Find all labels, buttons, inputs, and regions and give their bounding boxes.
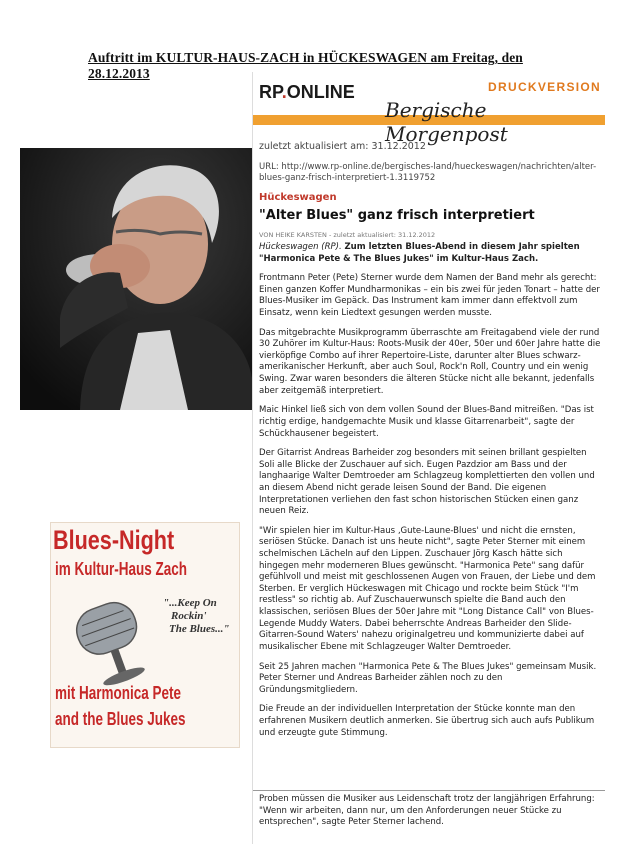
article-body <box>259 242 601 747</box>
article-title: "Alter Blues" ganz frisch interpretiert <box>259 208 535 223</box>
paper-name: Bergische Morgenpost <box>385 98 508 146</box>
byline: VON HEIKE KARSTEN - zuletzt aktualisiert: 31.12.2012 <box>259 231 436 239</box>
event-poster <box>50 522 240 748</box>
paragraph: Der Gitarrist Andreas Barheider zog besonders mit seinen brillant gespielten Soli alle Blicke der Zuschauer auf sich. Eugen Pazdzior am Bass und der langhaarige Walter Demtroeder am Schlagzeug komplettierten den vollen und an diesem Abend nicht gerade leisen Sound der Band. Die eigenen Interpretationen verliehen den fast schon historischen Stücken einen ganz neuen Reiz. <box>259 448 595 517</box>
poster-band-line1: mit Harmonica Pete <box>55 683 182 703</box>
paragraph: Frontmann Peter (Pete) Sterner wurde dem Namen der Band mehr als gerecht: Einen ganzen Koffer Mundharmonikas – ein bis zwei für jeden Tonart – hatte der Blues-Musiker im Gepäck. Das Instrument kam immer dann effektvoll zum Einsatz, wenn kein Liedtext gesungen werden musste. <box>259 273 600 319</box>
performer-photo-graphic <box>20 148 252 410</box>
poster-venue: im Kultur-Haus Zach <box>55 559 188 579</box>
closing-paragraph: Proben müssen die Musiker aus Leidenschaft trotz der langjährigen Erfahrung: "Wenn wir arbeiten, dann nur, um den Anforderungen neuer Stücke zu entsprechen", sagte Peter Sterner lachend. <box>259 794 595 828</box>
newspaper-clipping <box>252 72 605 844</box>
divider <box>253 790 605 791</box>
section-label: Hückeswagen <box>259 192 337 203</box>
rp-online-logo: RP.ONLINE <box>259 82 355 102</box>
paragraph: Das mitgebrachte Musikprogramm überraschte am Freitagabend viele der rund 30 Zuhörer im Kultur-Haus: Roots-Musik der 40er, 50er und 60er Jahre hatte die vierköpfige Combo auf ihrer Repertoire-Liste, darunter alter Blues schwarz- amerikanischer Herkunft, aber auch Soul, Rock'n Roll, Country und ein wenig Swing. Zwar waren besonders die älteren Stücke nicht alle bekannt, jedenfalls aber zeitgemäß interpretiert. <box>259 327 601 396</box>
article-url: URL: http://www.rp-online.de/bergisches-land/hueckeswagen/nachrichten/alter-blues-ganz-frisch-interpretiert-1.3119752 <box>259 162 597 184</box>
paragraph: Seit 25 Jahren machen "Harmonica Pete & The Blues Jukes" gemeinsam Musik. Peter Sterner und Andreas Barheider zählen noch zu den Gründungsmitgliedern. <box>259 661 597 695</box>
poster-title: Blues-Night <box>53 525 175 555</box>
poster-slogan: "...Keep On Rockin' The Blues..." <box>163 597 230 636</box>
paragraph: Die Freude an der individuellen Interpretation der Stücke konnte man den erfahrenen Musikern deutlich anmerken. Sie übertrug sich auch aufs Publikum und erzeugte gute Stimmung. <box>259 704 595 738</box>
paragraph: "Wir spielen hier im Kultur-Haus ‚Gute-Laune-Blues' und nicht die ernsten, seriösen Stücke. Danach ist uns heute nicht", sagte Peter Sterner mit einem schelmischen Lächeln auf den Lippen. Zuschauer Jörg Kasch hätte sich hingegen mehr moderneren Blues gewünscht. "Harmonica Pete" sang dafür gefühlvoll und meist mit geschlossenen Augen von Frauen, der Liebe und dem Sterben. Er verglich Hückeswagen mit Chicago und rockte beim Stück "I'm restless" so richtig ab. Auf Zuschauerwunsch spielte die Band auch den klassischen, seriösen Blues der 50er Jahre mit "Long Distance Call" von Blues-Legende Muddy Waters. Dabei beherrschte Andreas Barheider den Slide-Gitarren-Sound Waters' nahezu originalgetreu und kommunizierte dabei auf musikalischer Ebene mit Schlagzeuger Walter Demtroeder. <box>259 525 596 652</box>
poster-band-line2: and the Blues Jukes <box>55 709 186 729</box>
paragraph: Maic Hinkel ließ sich von dem vollen Sound der Blues-Band mitreißen. "Das ist richtig erdige, handgemachte Musik und klasse Gitarrenarbeit", sagte der Schückhausener begeistert. <box>259 405 594 439</box>
druckversion-label: DRUCKVERSION <box>488 80 601 94</box>
lead-paragraph: Hückeswagen (RP). Zum letzten Blues-Abend in diesem Jahr spielten "Harmonica Pete & The Blues Jukes" im Kultur-Haus Zach. <box>259 242 580 264</box>
event-headline: Auftritt im KULTUR-HAUS-ZACH in HÜCKESWAGEN am Freitag, den 28.12.2013 <box>88 50 523 81</box>
last-updated: zuletzt aktualisiert am: 31.12.2012 <box>259 141 426 152</box>
performer-photo <box>20 148 252 410</box>
